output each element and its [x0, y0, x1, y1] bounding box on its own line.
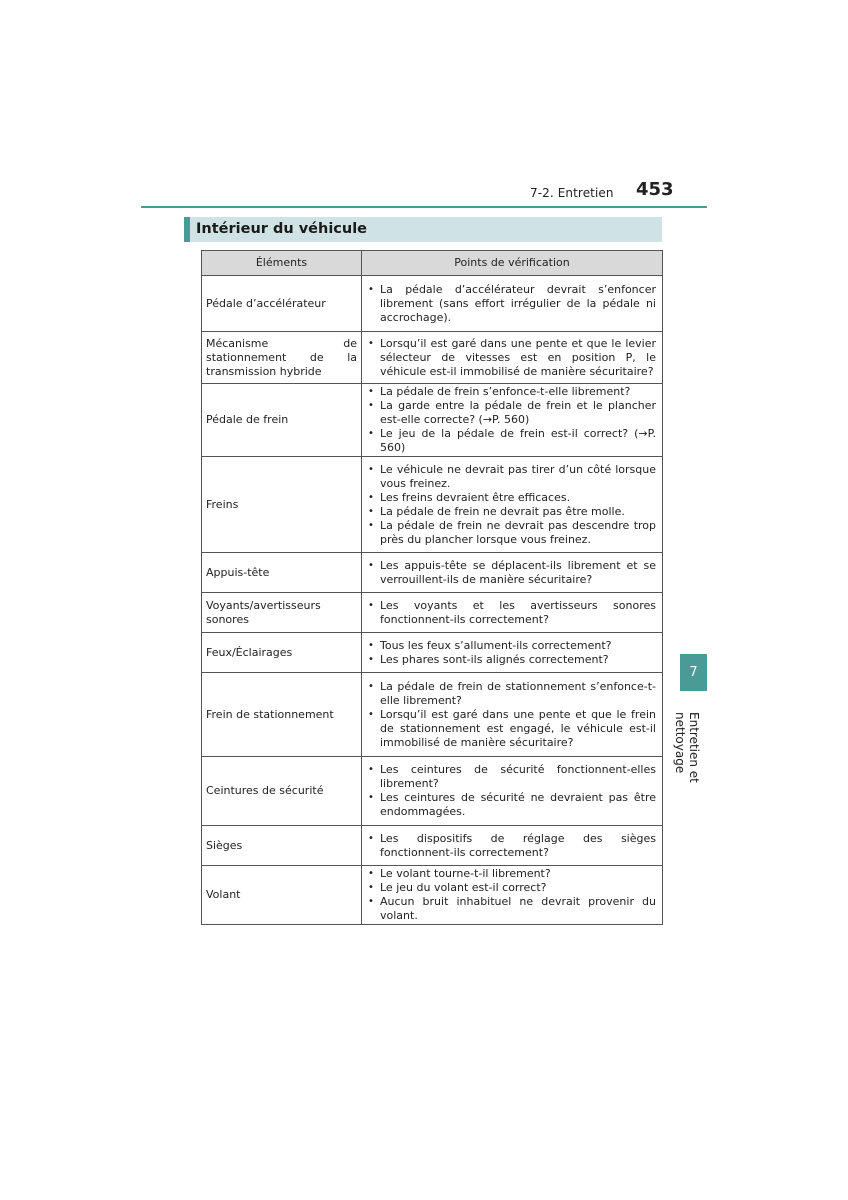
- table-row: [202, 276, 663, 332]
- checkpoint-list: [366, 599, 656, 627]
- list-item: • Le jeu de la pédale de frein est-il correct? (→P. 560): [366, 427, 656, 455]
- table-row: [202, 826, 663, 866]
- column-header-elements: Éléments: [202, 251, 362, 276]
- list-item: • Les dispositifs de réglage des sièges fonctionnent-ils correctement?: [366, 832, 656, 860]
- list-item: • Le volant tourne-t-il librement?: [366, 867, 656, 881]
- list-item: • Le jeu du volant est-il correct?: [366, 881, 656, 895]
- list-item: • La pédale d’accélérateur devrait s’enfoncer librement (sans effort irrégulier de la pédale ni accrochage).: [366, 283, 656, 325]
- list-item: • La pédale de frein ne devrait pas être molle.: [366, 505, 656, 519]
- list-item: • Les phares sont-ils alignés correctement?: [366, 653, 656, 667]
- checkpoint-list: [366, 832, 656, 860]
- list-item: • Les voyants et les avertisseurs sonores fonctionnent-ils correctement?: [366, 599, 656, 627]
- list-item: • Les freins devraient être efficaces.: [366, 491, 656, 505]
- list-item: • Les ceintures de sécurité fonctionnent-elles librement?: [366, 763, 656, 791]
- section-title-bar: [184, 217, 662, 242]
- checkpoint-list: [366, 385, 656, 455]
- list-item: • La pédale de frein ne devrait pas descendre trop près du plancher lorsque vous freinez.: [366, 519, 656, 547]
- list-item: • La pédale de frein de stationnement s’enfonce-t-elle librement?: [366, 680, 656, 708]
- list-item: • Tous les feux s’allument-ils correctement?: [366, 639, 656, 653]
- row-item-label: Pédale d’accélérateur: [206, 296, 326, 310]
- row-item-label: Mécanisme de stationnement de la transmission hybride: [206, 336, 357, 378]
- checkpoint-list: [366, 559, 656, 587]
- column-header-checkpoints: Points de vérification: [362, 251, 663, 276]
- row-item-label: Volant: [206, 888, 241, 901]
- list-item: • Les appuis-tête se déplacent-ils librement et se verrouillent-ils de manière sécuritaire?: [366, 559, 656, 587]
- table-row: [202, 384, 663, 457]
- table-row: [202, 593, 663, 633]
- list-item: • La pédale de frein s’enfonce-t-elle librement?: [366, 385, 656, 399]
- checkpoint-list: [366, 680, 656, 750]
- table-row: [202, 673, 663, 757]
- section-title: Intérieur du véhicule: [196, 221, 368, 237]
- table-row: [202, 866, 663, 925]
- list-item: • La garde entre la pédale de frein et le plancher est-elle correcte? (→P. 560): [366, 399, 656, 427]
- row-item-label: Voyants/avertisseurs sonores: [206, 598, 321, 626]
- chapter-tab: 7: [680, 654, 707, 691]
- checkpoint-list: [366, 337, 656, 379]
- list-item: • Aucun bruit inhabituel ne devrait provenir du volant.: [366, 895, 656, 923]
- list-item: • Le véhicule ne devrait pas tirer d’un côté lorsque vous freinez.: [366, 463, 656, 491]
- checkpoint-list: [366, 463, 656, 547]
- row-item-label: Sièges: [206, 838, 243, 852]
- checkpoint-list: [366, 639, 656, 667]
- row-item-label: Appuis-tête: [206, 565, 270, 579]
- table-row: [202, 457, 663, 553]
- chapter-title: Entretien et nettoyage: [673, 712, 701, 783]
- table-row: [202, 633, 663, 673]
- list-item: • Lorsqu’il est garé dans une pente et que le levier sélecteur de vitesses est en position P, le véhicule est-il immobilisé de manière sécuritaire?: [366, 337, 656, 379]
- page-number: 453: [636, 179, 674, 200]
- row-item-label: Freins: [206, 497, 239, 511]
- header-section-title: 7-2. Entretien: [530, 186, 614, 200]
- table-row: [202, 553, 663, 593]
- row-item-label: Pédale de frein: [206, 413, 289, 426]
- checkpoint-list: [366, 763, 656, 819]
- row-item-label: Frein de stationnement: [206, 707, 334, 721]
- row-item-label: Feux/Éclairages: [206, 645, 293, 659]
- list-item: • Lorsqu’il est garé dans une pente et que le frein de stationnement est engagé, le véhicule est-il immobilisé de manière sécuritaire?: [366, 708, 656, 750]
- table-row: [202, 332, 663, 384]
- table-header-row: [202, 251, 663, 276]
- checkpoint-list: [366, 283, 656, 325]
- checkpoint-list: [366, 867, 656, 923]
- row-item-label: Ceintures de sécurité: [206, 784, 324, 797]
- header-divider: [141, 206, 707, 208]
- list-item: • Les ceintures de sécurité ne devraient pas être endommagées.: [366, 791, 656, 819]
- table-row: [202, 757, 663, 826]
- inspection-table: [201, 250, 663, 925]
